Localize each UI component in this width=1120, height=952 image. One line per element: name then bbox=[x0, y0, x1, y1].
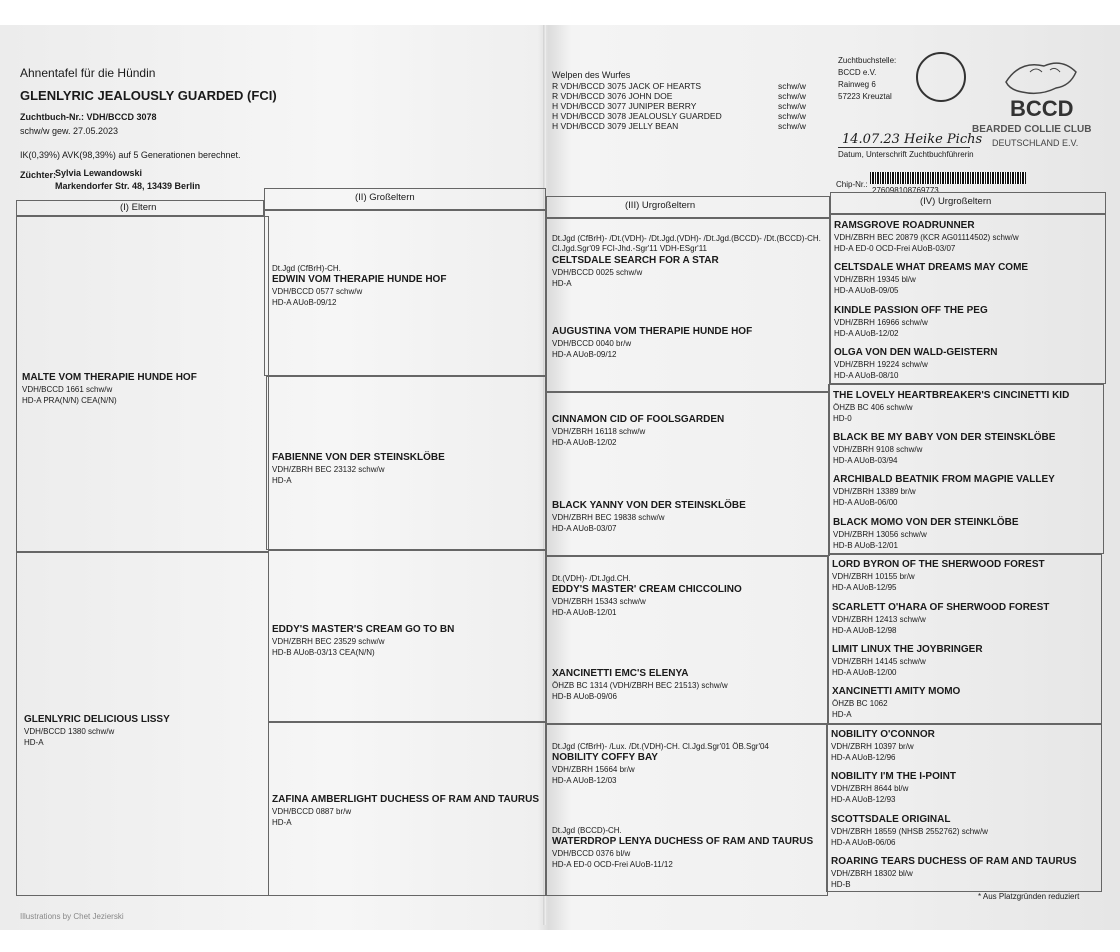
parent-health: HD-A bbox=[24, 738, 44, 747]
great-grandparent-health: HD-A AUoB-12/01 bbox=[552, 608, 617, 617]
great-grandparent-name: AUGUSTINA VOM THERAPIE HUNDE HOF bbox=[552, 326, 753, 337]
gen4-ancestor-name: SCOTTSDALE ORIGINAL bbox=[831, 813, 951, 825]
gen4-ancestor-reg: ÖHZB BC 1062 bbox=[832, 699, 888, 709]
gen4-ancestor-name: OLGA VON DEN WALD-GEISTERN bbox=[834, 347, 998, 359]
grandparent-health: HD-A AUoB-09/12 bbox=[272, 298, 337, 307]
great-grandparent-title: Dt.(VDH)- /Dt.Jgd.CH. bbox=[552, 574, 631, 583]
gen4-ancestor-name: ARCHIBALD BEATNIK FROM MAGPIE VALLEY bbox=[833, 474, 1055, 486]
footnote: * Aus Platzgründen reduziert bbox=[978, 892, 1080, 901]
gen4-ancestor-reg: VDH/ZBRH 19345 bl/w bbox=[834, 275, 916, 285]
gen4-ancestor-health: HD-A AUoB-06/00 bbox=[833, 498, 898, 508]
great-grandparent-reg: VDH/ZBRH BEC 19838 schw/w bbox=[552, 513, 665, 522]
gen4-ancestor-name: LORD BYRON OF THE SHERWOOD FOREST bbox=[832, 559, 1045, 571]
gen4-ancestor-reg: VDH/ZBRH 14145 schw/w bbox=[832, 657, 926, 666]
column-header-grandparents: (II) Großeltern bbox=[355, 192, 415, 203]
grandparent-health: HD-B AUoB-03/13 CEA(N/N) bbox=[272, 648, 375, 657]
gen4-ancestor-health: HD-0 bbox=[833, 413, 852, 423]
gen4-ancestor-name: ROARING TEARS DUCHESS OF RAM AND TAURUS bbox=[831, 856, 1077, 867]
great-grandparent-title2: Cl.Jgd.Sgr'09 FCI-Jhd.-Sgr'11 VDH-ESgr'11 bbox=[552, 244, 708, 253]
parent-reg: VDH/BCCD 1661 schw/w bbox=[22, 385, 113, 394]
gen4-ancestor-name: XANCINETTI AMITY MOMO bbox=[832, 686, 961, 698]
grandparent-title: Dt.Jgd (CfBrH)-CH. bbox=[272, 264, 341, 273]
great-grandparent-reg: VDH/BCCD 0376 bl/w bbox=[552, 849, 631, 858]
gen4-ancestor-health: HD-B bbox=[831, 880, 851, 889]
grandparent-health: HD-A bbox=[272, 476, 292, 485]
gen4-ancestor-name: BLACK BE MY BABY VON DER STEINSKLÖBE bbox=[833, 432, 1056, 443]
gen4-ancestor-reg: VDH/ZBRH 13056 schw/w bbox=[833, 529, 927, 539]
litter-color: schw/w bbox=[778, 91, 806, 101]
gen4-ancestor-health: HD-A AUoB-12/00 bbox=[832, 668, 897, 677]
great-grandparent-name: EDDY'S MASTER' CREAM CHICCOLINO bbox=[552, 584, 742, 595]
great-grandparent-name: NOBILITY COFFY BAY bbox=[552, 752, 658, 763]
gen4-ancestor-reg: ÖHZB BC 406 schw/w bbox=[833, 402, 913, 412]
grandparent-reg: VDH/BCCD 0887 br/w bbox=[272, 807, 352, 816]
gen4-ancestor-health: HD-A ED-0 OCD-Frei AUoB-03/07 bbox=[834, 244, 956, 253]
gen4-ancestor-reg: VDH/ZBRH 13389 br/w bbox=[833, 487, 916, 497]
gen4-ancestor-health: HD-A AUoB-12/98 bbox=[832, 625, 897, 635]
gen4-ancestor-name: RAMSGROVE ROADRUNNER bbox=[834, 220, 975, 231]
great-grandparent-reg: VDH/ZBRH 16118 schw/w bbox=[552, 427, 646, 436]
gen4-ancestor-health: HD-A AUoB-03/94 bbox=[833, 456, 898, 465]
official-stamp-icon bbox=[916, 52, 966, 102]
breeder-name: Sylvia Lewandowski bbox=[55, 168, 143, 178]
gen4-ancestor-health: HD-A AUoB-08/10 bbox=[834, 371, 899, 381]
great-grandparent-health: HD-A AUoB-09/12 bbox=[552, 350, 617, 359]
great-grandparent-health: HD-A ED-0 OCD-Frei AUoB-11/12 bbox=[552, 860, 673, 869]
litter-entry: H VDH/BCCD 3079 JELLY BEAN bbox=[552, 121, 679, 131]
gen4-ancestor-reg: VDH/ZBRH 16966 schw/w bbox=[834, 317, 928, 327]
gen4-ancestor-reg: VDH/ZBRH BEC 20879 (KCR AG01114502) schw/w bbox=[834, 233, 1019, 242]
great-grandparent-title: Dt.Jgd (BCCD)-CH. bbox=[552, 826, 622, 835]
great-grandparent-name: CINNAMON CID OF FOOLSGARDEN bbox=[552, 414, 725, 425]
grandparent-health: HD-A bbox=[272, 818, 292, 827]
club-abbr: BCCD bbox=[1010, 96, 1074, 121]
litter-entry: H VDH/BCCD 3078 JEALOUSLY GUARDED bbox=[552, 111, 722, 121]
chip-barcode-icon bbox=[870, 172, 1026, 184]
great-grandparent-reg: VDH/BCCD 0040 br/w bbox=[552, 339, 632, 348]
gen4-ancestor-reg: VDH/ZBRH 19224 schw/w bbox=[834, 360, 928, 370]
litter-color: schw/w bbox=[778, 111, 806, 121]
litter-color: schw/w bbox=[778, 101, 806, 111]
signature: 14.07.23 Heike Pichs bbox=[842, 132, 983, 147]
gen4-ancestor-reg: VDH/ZBRH 10397 br/w bbox=[831, 741, 914, 751]
gen4-ancestor-health: HD-A AUoB-12/95 bbox=[832, 583, 897, 593]
office-label: Zuchtbuchstelle: bbox=[838, 56, 897, 65]
column-header-parents: (I) Eltern bbox=[120, 202, 157, 213]
great-grandparent-name: BLACK YANNY VON DER STEINSKLÖBE bbox=[552, 500, 746, 511]
gen4-ancestor-health: HD-B AUoB-12/01 bbox=[833, 540, 898, 550]
gen4-ancestor-reg: VDH/ZBRH 8644 bl/w bbox=[831, 784, 909, 794]
litter-entry: H VDH/BCCD 3077 JUNIPER BERRY bbox=[552, 101, 697, 111]
great-grandparent-health: HD-A bbox=[552, 279, 572, 288]
gen4-ancestor-name: THE LOVELY HEARTBREAKER'S CINCINETTI KID bbox=[833, 389, 1070, 401]
inbreeding-info: IK(0,39%) AVK(98,39%) auf 5 Generationen berechnet. bbox=[20, 150, 241, 160]
birth-info: schw/w gew. 27.05.2023 bbox=[20, 126, 119, 136]
litter-list bbox=[552, 82, 822, 132]
gen4-ancestor-name: NOBILITY O'CONNOR bbox=[831, 728, 935, 740]
chip-number: 276098108769773 bbox=[872, 186, 939, 195]
grandparent-name: FABIENNE VON DER STEINSKLÖBE bbox=[272, 452, 445, 463]
column-header-great-grandparents: (III) Urgroßeltern bbox=[625, 200, 696, 211]
club-name-2: DEUTSCHLAND E.V. bbox=[992, 138, 1079, 148]
great-grandparent-health: HD-A AUoB-12/03 bbox=[552, 776, 617, 785]
chip-label: Chip-Nr.: bbox=[836, 180, 868, 189]
club-name-1: BEARDED COLLIE CLUB bbox=[972, 124, 1092, 135]
gen4-ancestor-name: BLACK MOMO VON DER STEINKLÖBE bbox=[833, 516, 1019, 528]
gen4-ancestor-health: HD-A AUoB-12/96 bbox=[831, 752, 896, 762]
gen4-ancestor-reg: VDH/ZBRH 12413 schw/w bbox=[832, 614, 926, 624]
great-grandparent-name: WATERDROP LENYA DUCHESS OF RAM AND TAURUS bbox=[552, 836, 814, 847]
litter-entry: R VDH/BCCD 3075 JACK OF HEARTS bbox=[552, 81, 702, 91]
gen4-ancestor-name: CELTSDALE WHAT DREAMS MAY COME bbox=[834, 262, 1029, 274]
gen4-ancestor-health: HD-A AUoB-06/06 bbox=[831, 837, 896, 847]
gen4-ancestor-reg: VDH/ZBRH 10155 br/w bbox=[832, 572, 915, 582]
litter-title: Welpen des Wurfes bbox=[552, 70, 631, 80]
litter-row bbox=[552, 122, 822, 132]
parent-health: HD-A PRA(N/N) CEA(N/N) bbox=[22, 396, 117, 405]
parent-name: MALTE VOM THERAPIE HUNDE HOF bbox=[22, 372, 197, 383]
great-grandparent-reg: VDH/BCCD 0025 schw/w bbox=[552, 268, 643, 277]
great-grandparent-title: Dt.Jgd (CfBrH)- /Lux. /Dt.(VDH)-CH. Cl.Jgd.Sgr'01 ÖB.Sgr'04 bbox=[552, 742, 769, 751]
litter-entry: R VDH/BCCD 3076 JOHN DOE bbox=[552, 91, 673, 101]
grandparent-reg: VDH/BCCD 0577 schw/w bbox=[272, 287, 363, 296]
gen4-ancestor-reg: VDH/ZBRH 9108 schw/w bbox=[833, 445, 923, 454]
breeder-address: Markendorfer Str. 48, 13439 Berlin bbox=[55, 181, 201, 191]
column-header-gen4: (IV) Urgroßeltern bbox=[920, 196, 992, 207]
gen4-ancestor-health: HD-A bbox=[832, 710, 852, 720]
great-grandparent-reg: ÖHZB BC 1314 (VDH/ZBRH BEC 21513) schw/w bbox=[552, 681, 728, 690]
grandparent-reg: VDH/ZBRH BEC 23132 schw/w bbox=[272, 465, 385, 474]
grandparent-name: ZAFINA AMBERLIGHT DUCHESS OF RAM AND TAURUS bbox=[272, 794, 540, 805]
great-grandparent-health: HD-B AUoB-09/06 bbox=[552, 692, 617, 701]
signature-caption: Datum, Unterschrift Zuchtbuchführerin bbox=[838, 150, 974, 159]
grandparent-reg: VDH/ZBRH BEC 23529 schw/w bbox=[272, 637, 385, 646]
gen4-ancestor-health: HD-A AUoB-12/93 bbox=[831, 795, 896, 805]
gen4-ancestor-reg: VDH/ZBRH 18559 (NHSB 2552762) schw/w bbox=[831, 826, 988, 836]
great-grandparent-reg: VDH/ZBRH 15343 schw/w bbox=[552, 597, 646, 606]
gen4-ancestor-name: SCARLETT O'HARA OF SHERWOOD FOREST bbox=[832, 601, 1050, 613]
dog-name: GLENLYRIC JEALOUSLY GUARDED (FCI) bbox=[20, 88, 277, 103]
great-grandparent-reg: VDH/ZBRH 15664 br/w bbox=[552, 765, 635, 774]
illustration-credit: Illustrations by Chet Jezierski bbox=[20, 912, 124, 921]
great-grandparent-name: CELTSDALE SEARCH FOR A STAR bbox=[552, 255, 719, 266]
great-grandparent-health: HD-A AUoB-03/07 bbox=[552, 524, 617, 533]
grandparent-name: EDWIN VOM THERAPIE HUNDE HOF bbox=[272, 274, 447, 285]
studbook-number: Zuchtbuch-Nr.: VDH/BCCD 3078 bbox=[20, 112, 157, 122]
document-title: Ahnentafel für die Hündin bbox=[20, 66, 156, 80]
office-line3: 57223 Kreuztal bbox=[838, 92, 892, 101]
gen4-ancestor-name: KINDLE PASSION OFF THE PEG bbox=[834, 304, 988, 316]
parent-sire-cell bbox=[16, 216, 269, 552]
great-grandparent-title: Dt.Jgd (CfBrH)- /Dt.(VDH)- /Dt.Jgd.(VDH)- /Dt.Jgd.(BCCD)- /Dt.(BCCD)-CH. bbox=[552, 234, 821, 243]
gen4-ancestor-reg: VDH/ZBRH 18302 bl/w bbox=[831, 869, 913, 878]
litter-color: schw/w bbox=[778, 81, 806, 91]
gen4-ancestor-name: LIMIT LINUX THE JOYBRINGER bbox=[832, 644, 983, 655]
gen4-ancestor-health: HD-A AUoB-09/05 bbox=[834, 286, 899, 296]
gen4-ancestor-health: HD-A AUoB-12/02 bbox=[834, 328, 899, 338]
litter-color: schw/w bbox=[778, 121, 806, 131]
breeder-label: Züchter: bbox=[20, 170, 56, 180]
great-grandparent-health: HD-A AUoB-12/02 bbox=[552, 438, 617, 447]
office-line2: Rainweg 6 bbox=[838, 80, 876, 89]
great-grandparent-name: XANCINETTI EMC'S ELENYA bbox=[552, 668, 689, 679]
parent-reg: VDH/BCCD 1380 schw/w bbox=[24, 727, 115, 736]
parent-name: GLENLYRIC DELICIOUS LISSY bbox=[24, 714, 170, 725]
grandparent-name: EDDY'S MASTER'S CREAM GO TO BN bbox=[272, 624, 455, 635]
bearded-collie-logo-icon bbox=[1000, 52, 1082, 98]
office-line1: BCCD e.V. bbox=[838, 68, 877, 77]
gen4-ancestor-name: NOBILITY I'M THE I-POINT bbox=[831, 771, 956, 783]
